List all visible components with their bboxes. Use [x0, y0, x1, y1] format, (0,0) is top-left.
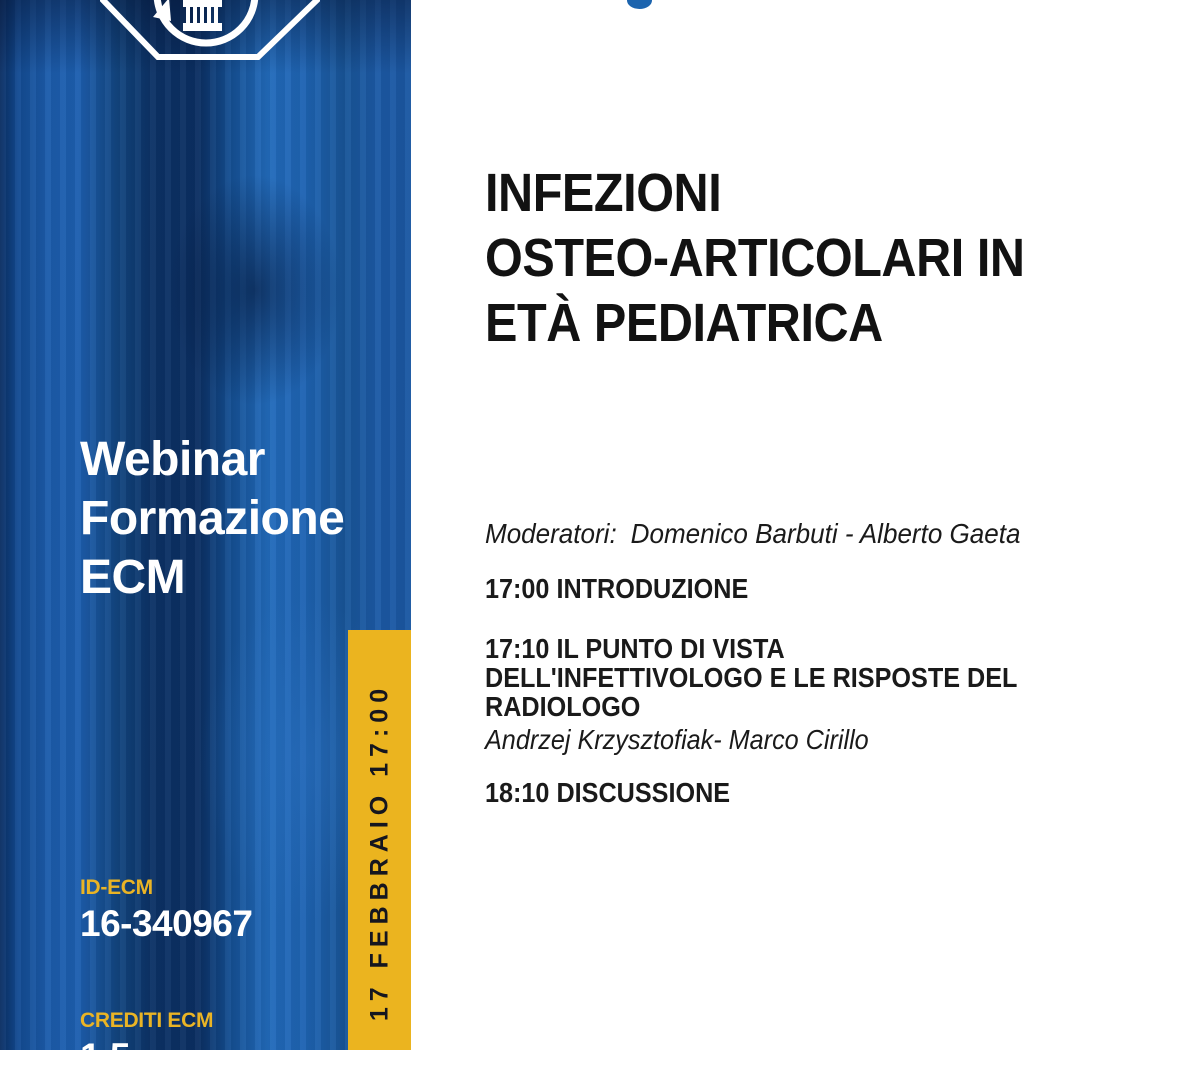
- moderators-line: [485, 518, 1020, 550]
- date-ribbon-text: 17 FEBBRAIO 17:00: [365, 682, 393, 1022]
- event-type-line: Webinar: [80, 433, 265, 486]
- hospital-column-badge-logo-icon: [95, 0, 325, 65]
- cropped-logo-dot: [627, 0, 652, 9]
- event-title: [485, 161, 1025, 356]
- id-ecm-block: [80, 876, 252, 945]
- id-ecm-value: 16-340967: [80, 903, 253, 944]
- moderators-label: Moderatori:: [485, 518, 617, 549]
- schedule-item-introduzione: [485, 574, 748, 603]
- crediti-ecm-label: CREDITI ECM: [80, 1009, 214, 1032]
- crediti-ecm-block: [80, 1009, 213, 1078]
- schedule-item-line: 17:10 IL PUNTO DI VISTA: [485, 633, 785, 664]
- date-ribbon: [348, 630, 411, 1050]
- schedule-item-line: RADIOLOGO: [485, 691, 641, 722]
- moderators-names: Domenico Barbuti - Alberto Gaeta: [630, 518, 1021, 549]
- schedule-item-punto-di-vista: [485, 634, 1017, 754]
- left-xray-panel: [0, 0, 411, 1077]
- schedule-item-line: 18:10 DISCUSSIONE: [485, 777, 731, 808]
- schedule-item-speakers: Andrzej Krzysztofiak- Marco Cirillo: [485, 724, 869, 755]
- event-title-line: INFEZIONI: [485, 163, 722, 223]
- event-title-line: ETÀ PEDIATRICA: [485, 293, 883, 353]
- event-title-line: OSTEO-ARTICOLARI IN: [485, 228, 1025, 288]
- schedule-item-discussione: [485, 778, 730, 807]
- crediti-ecm-value: 1.5: [80, 1036, 130, 1077]
- schedule-item-line: DELL'INFETTIVOLOGO E LE RISPOSTE DEL: [485, 662, 1018, 693]
- event-type-line: ECM: [80, 551, 186, 604]
- event-type-title: [80, 430, 344, 607]
- schedule-item-line: 17:00 INTRODUZIONE: [485, 573, 749, 604]
- id-ecm-label: ID-ECM: [80, 876, 153, 899]
- event-type-line: Formazione: [80, 492, 345, 545]
